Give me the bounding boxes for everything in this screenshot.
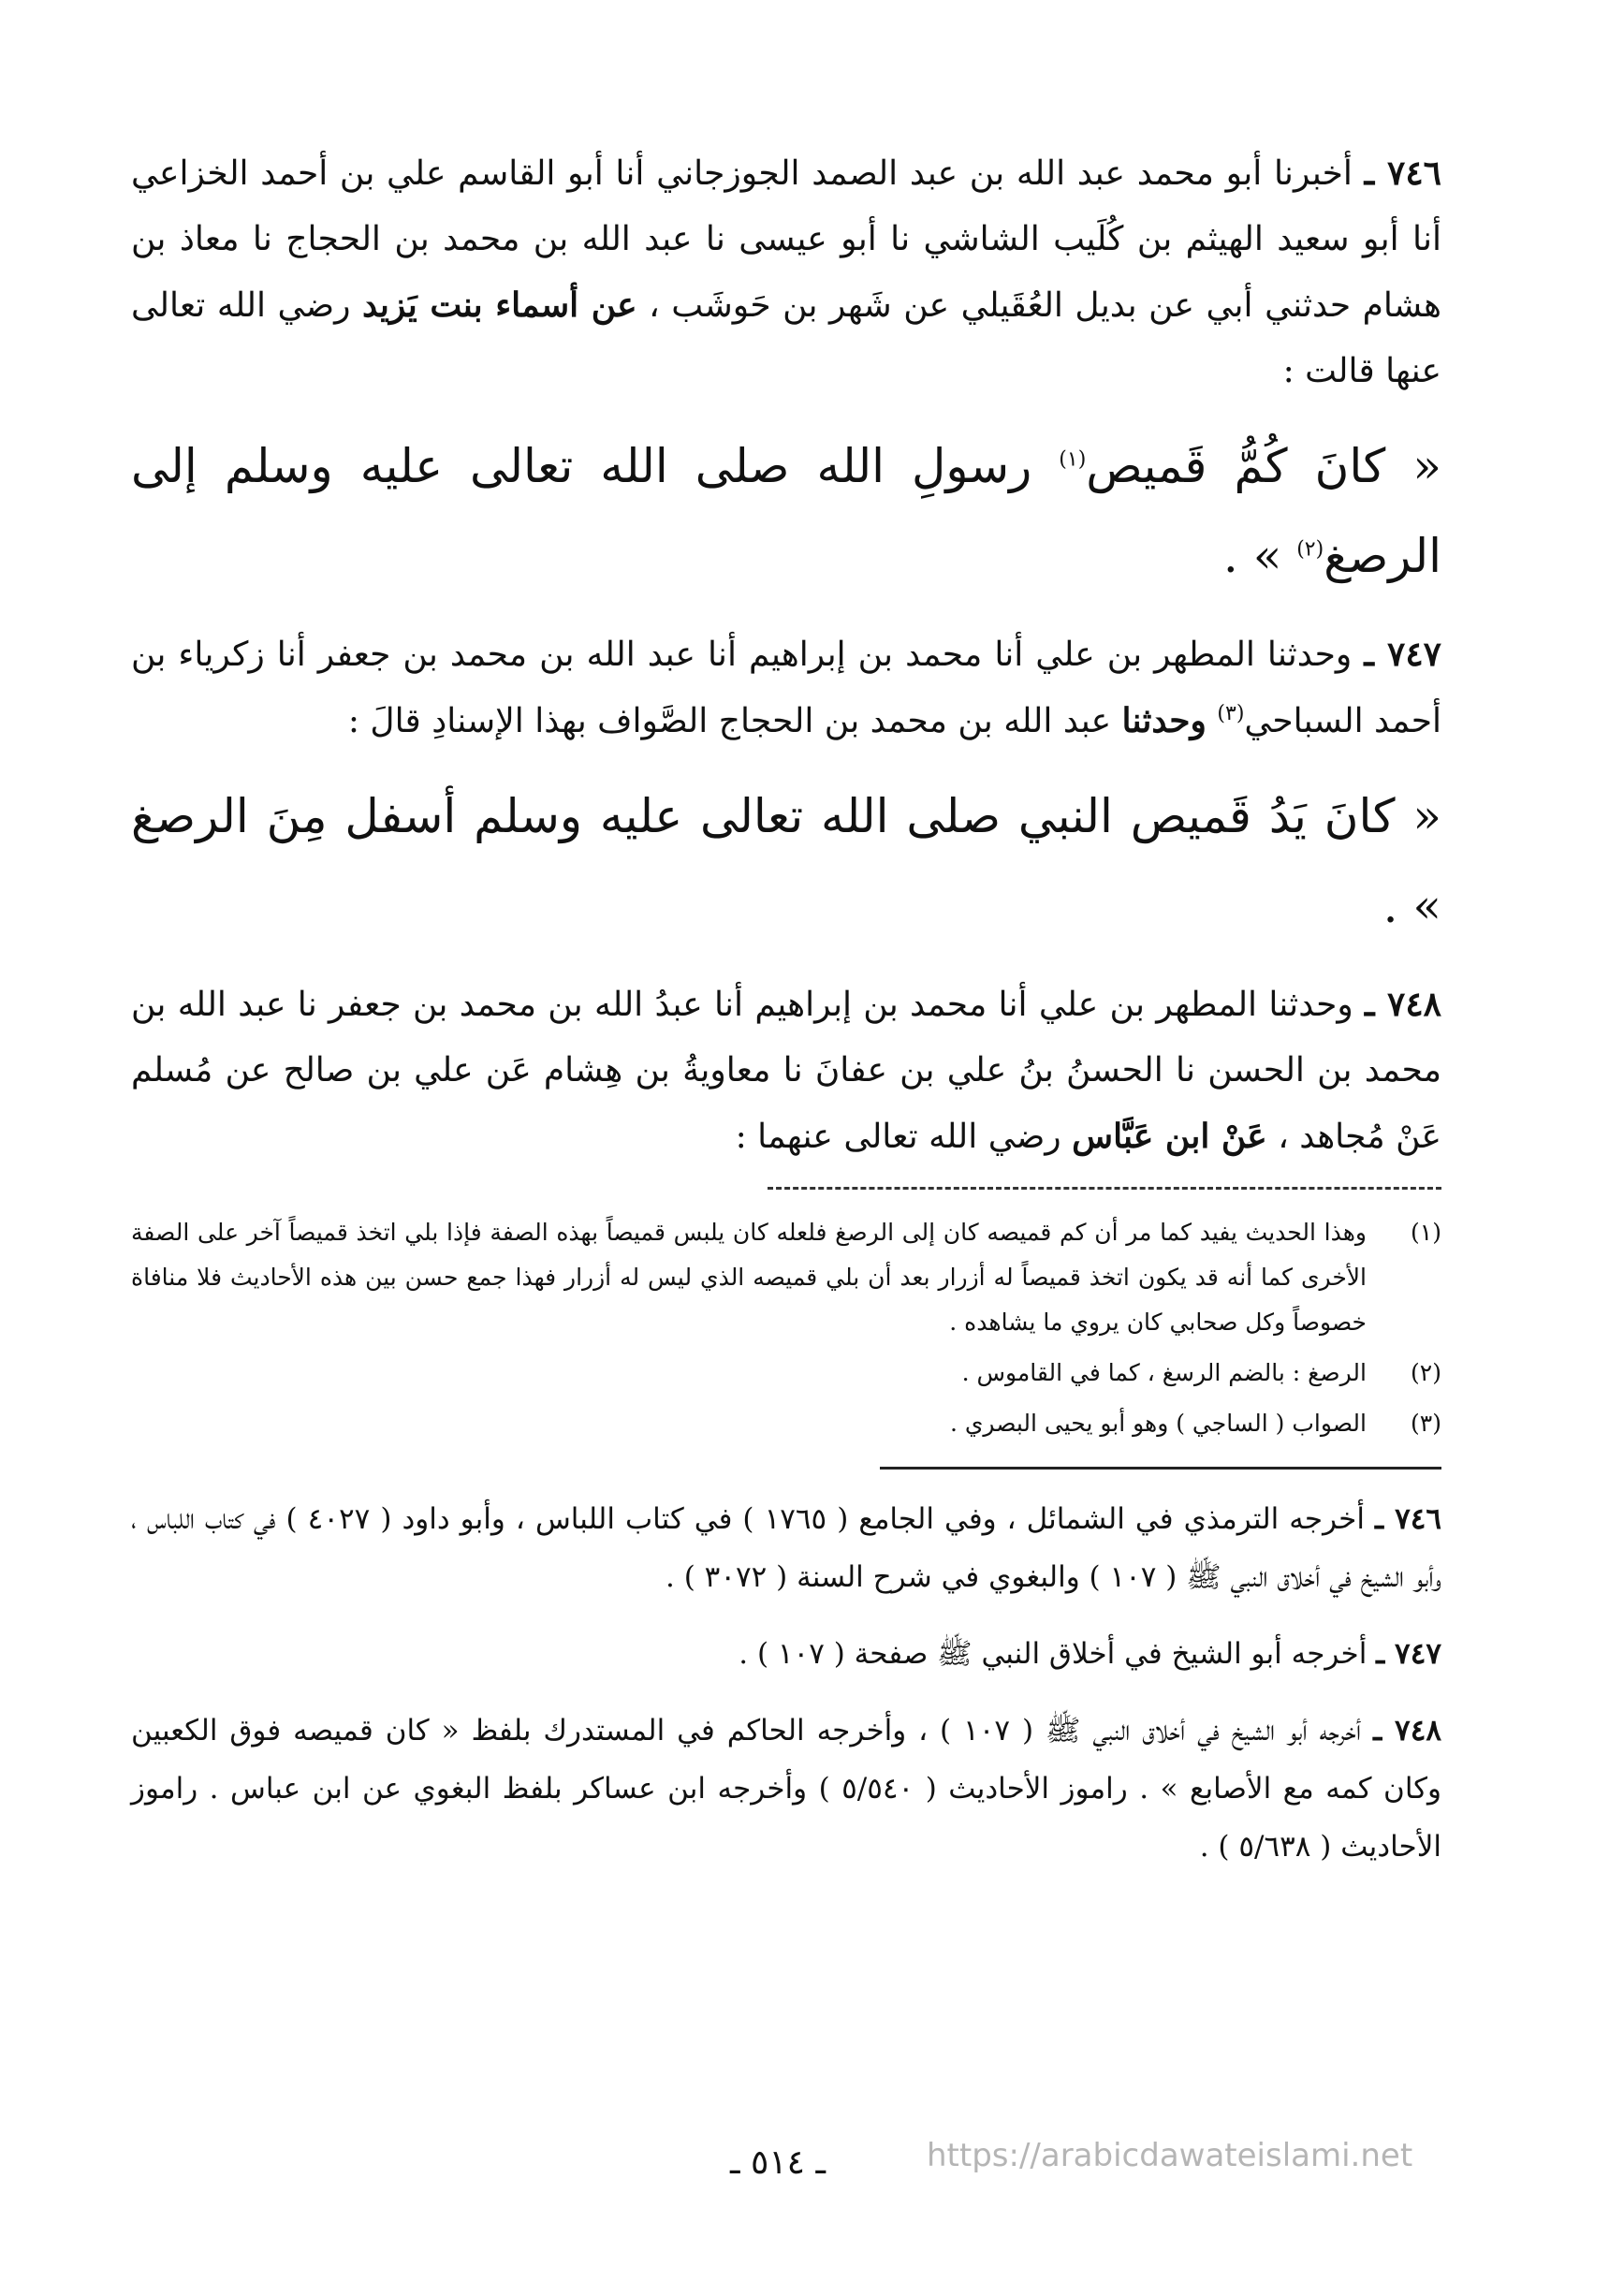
isnad-text: وحدثنا المطهر بن علي أنا محمد بن إبراهيم أنا عبدُ الله بن محمد بن جعفر نا عبد الله بن محمد بن الحسن نا الحسنُ بنُ علي بن عفانَ نا معاويةُ بن هِشام عَن علي بن صالح عن مُسلم عَنْ مُجاهد ،: [131, 986, 1441, 1156]
footnote-text: الرصغ : بالضم الرسغ ، كما في القاموس .: [961, 1359, 1367, 1386]
hadith-747-matn: [131, 771, 1441, 951]
footnote-ref: (٣): [1217, 702, 1245, 725]
isnad-text: أخبرنا أبو محمد عبد الله بن عبد الصمد الجوزجاني أنا أبو القاسم علي بن أحمد الخزاعي أنا أبو سعيد الهيثم بن كُلَيب الشاشي نا أبو عيسى نا عبد الله بن محمد بن الحجاج نا معاذ بن هشام حدثني أبي عن بديل العُقَيلي عن شَهر بن حَوشَب ،: [131, 154, 1441, 325]
takhrij-748: [131, 1702, 1441, 1876]
matn-text: رسولِ الله صلى الله تعالى عليه وسلم إلى الرصغ: [131, 439, 1441, 583]
takhrij-number: ٧٤٨ ـ: [1373, 1714, 1441, 1748]
hadith-number: ٧٤٦ ـ: [1364, 154, 1441, 193]
hadith-746-matn: [131, 421, 1441, 601]
takhrij-separator: [880, 1467, 1441, 1470]
footnote-ref: (١): [1059, 447, 1087, 472]
matn-text: « كانَ كُمُّ قَميص: [1086, 439, 1441, 493]
takhrij-number: ٧٤٦ ـ: [1375, 1502, 1442, 1536]
takhrij-text: أخرجه أبو الشيخ في أخلاق النبي ﷺ صفحة ( ١٠٧ ) .: [739, 1637, 1368, 1671]
isnad-text: رضي الله تعالى عنها قالت :: [131, 286, 1441, 390]
footnote-1: [131, 1210, 1441, 1345]
watermark-url: https://arabicdawateislami.net: [927, 2137, 1413, 2174]
footnote-text: الصواب ( الساجي ) وهو أبو يحيى البصري .: [949, 1410, 1367, 1437]
isnad-text: عبد الله بن محمد بن الحجاج الصَّواف بهذا الإسنادِ قالَ :: [347, 702, 1112, 740]
takhrij-text: أخرجه أبو الشيخ في أخلاق النبي ﷺ ( ١٠٧ ) ، وأخرجه الحاكم في المستدرك بلفظ « كان قميصه فوق الكعبين وكان كمه مع الأصابع » . راموز الأحاديث ( ٥/٥٤٠ ) وأخرجه ابن عساكر بلفظ البغوي عن ابن عباس . راموز الأحاديث ( ٥/٦٣٨ ) .: [131, 1714, 1441, 1864]
takhrij-746: [131, 1490, 1441, 1606]
isnad-text: وحدثنا المطهر بن علي أنا محمد بن إبراهيم أنا عبد الله بن محمد بن جعفر أنا زكرياء بن أحمد السباحي: [131, 636, 1441, 740]
isnad-connector: وحدثنا: [1121, 701, 1207, 740]
takhrij-text: أخرجه الترمذي في الشمائل ، وفي الجامع ( ١٧٦٥ ) في كتاب اللباس ، وأبو داود ( ٤٠٢٧ ) في كتاب اللباس ، وأبو الشيخ في أخلاق النبي ﷺ ( ١٠٧ ) والبغوي في شرح السنة ( ٣٠٧٢ ) .: [131, 1502, 1441, 1594]
footnote-mark: (٣): [1411, 1410, 1441, 1437]
matn-text: » .: [1222, 529, 1282, 583]
footnote-2: [131, 1351, 1441, 1396]
matn-text: « كانَ يَدُ قَميص النبي صلى الله تعالى عليه وسلم أسفل مِنَ الرصغ » .: [131, 789, 1441, 933]
hadith-number: ٧٤٧ ـ: [1364, 635, 1441, 674]
footnote-mark: (١): [1411, 1219, 1441, 1246]
book-page: [131, 140, 1441, 2256]
isnad-text: رضي الله تعالى عنهما :: [735, 1118, 1061, 1156]
footnote-text: وهذا الحديث يفيد كما مر أن كم قميصه كان إلى الرصغ فلعله كان يلبس قميصاً بهذه الصفة فإذا بلي اتخذ قميصاً آخر على الصفة الأخرى كما أنه قد يكون اتخذ قميصاً له أزرار بعد أن بلي قميصه الذي ليس له أزرار فهذا جمع حسن بين هذه الأحاديث فلا منافاة خصوصاً وكل صحابي كان يروي ما يشاهده .: [131, 1219, 1367, 1336]
page-number: ـ ٥١٤ ـ: [730, 2143, 826, 2182]
hadith-748-isnad: [131, 972, 1441, 1170]
hadith-747-isnad: [131, 622, 1441, 754]
narrator-name: عَنْ ابن عَبَّاس: [1072, 1117, 1267, 1156]
hadith-746-isnad: [131, 140, 1441, 404]
takhrij-747: [131, 1625, 1441, 1683]
narrator-name: عن أسماء بنت يَزيد: [362, 285, 637, 325]
takhrij-number: ٧٤٧ ـ: [1376, 1637, 1441, 1671]
hadith-number: ٧٤٨ ـ: [1365, 985, 1441, 1024]
footnote-3: [131, 1401, 1441, 1446]
footnote-separator: [768, 1187, 1441, 1190]
footnote-ref: (٢): [1296, 537, 1324, 562]
footnote-mark: (٢): [1411, 1359, 1441, 1386]
